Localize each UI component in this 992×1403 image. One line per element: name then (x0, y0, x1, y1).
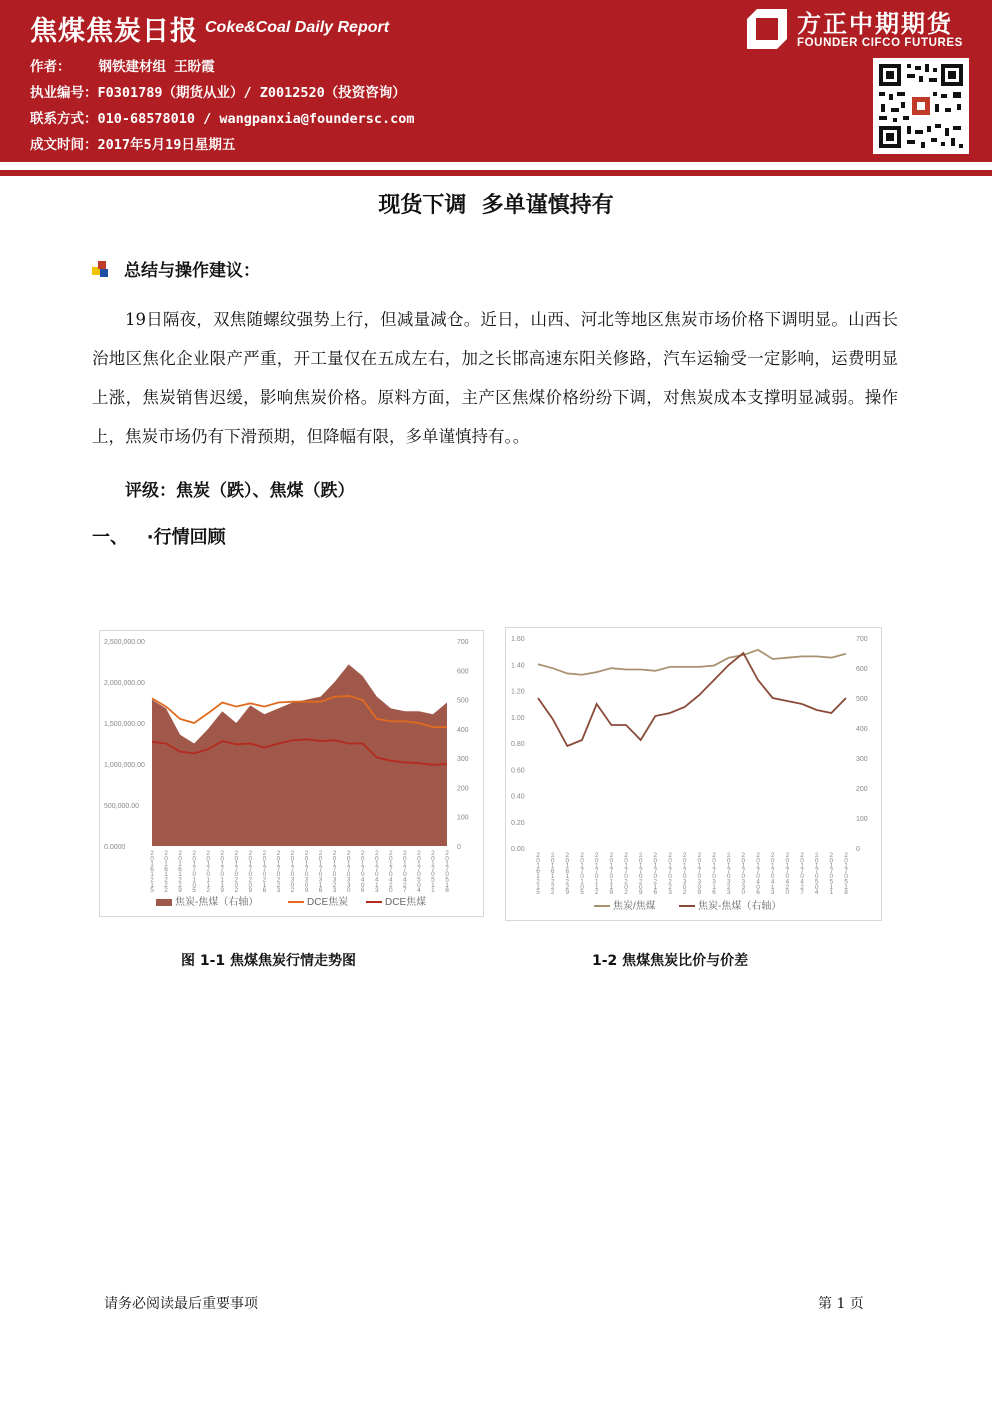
company-logo-icon (745, 7, 789, 51)
y-right-tick-label: 600 (856, 666, 868, 673)
y-left-tick-label: 1,500,000.00 (104, 721, 145, 728)
footer-page-number: 第 1 页 (818, 1296, 864, 1312)
x-tick-label: 2 0 1 7 0 3 0 2 (290, 850, 295, 895)
y-right-tick-label: 500 (856, 696, 868, 703)
chart1-caption: 图 1-1 焦煤焦炭行情走势图 (181, 953, 357, 969)
x-tick-label: 2 0 1 7 0 3 2 3 (726, 852, 731, 897)
license-label: 执业编号： (30, 85, 98, 101)
date-line (30, 133, 235, 153)
y-right-tick-label: 400 (457, 726, 469, 734)
y-left-tick-label: 0.0000 (104, 844, 126, 851)
contact-line (30, 107, 414, 127)
x-tick-label: 2 0 1 7 0 5 0 4 (417, 850, 421, 895)
y-left-tick-label: 0.20 (511, 819, 525, 827)
footer-notice: 请务必阅读最后重要事项 (104, 1296, 258, 1312)
contact-label: 联系方式： (30, 111, 98, 127)
y-right-tick-label: 200 (856, 786, 868, 793)
series-line-0 (538, 650, 846, 675)
y-left-tick-label: 2,500,000.00 (104, 639, 145, 646)
y-left-tick-label: 0.00 (511, 846, 525, 853)
x-tick-label: 2 0 1 7 0 2 0 2 (234, 850, 239, 895)
x-tick-label: 2 0 1 7 0 3 3 0 (346, 850, 351, 895)
author-value: 钢铁建材组 王盼霞 (98, 59, 215, 75)
section-summary-title: 总结与操作建议： (124, 261, 260, 281)
legend-label-0: 焦炭-焦煤（右轴） (175, 897, 259, 908)
y-left-tick-label: 1.20 (511, 688, 525, 696)
legend-label-0: 焦炭/焦煤 (613, 901, 656, 912)
x-tick-label: 2 0 1 7 0 4 1 3 (374, 850, 379, 895)
y-left-tick-label: 1.60 (511, 636, 525, 643)
y-right-tick-label: 700 (856, 636, 868, 643)
x-tick-label: 2 0 1 7 0 4 2 0 (785, 852, 790, 897)
x-tick-label: 2 0 1 7 0 3 2 3 (332, 850, 337, 895)
y-left-tick-label: 500,000.00 (104, 803, 140, 810)
y-right-tick-label: 500 (457, 697, 469, 705)
x-tick-label: 2 0 1 6 1 2 2 2 (164, 850, 168, 895)
x-tick-label: 2 0 1 7 0 5 1 8 (445, 850, 449, 895)
date-label: 成文时间： (30, 137, 98, 153)
y-right-tick-label: 200 (457, 785, 469, 793)
report-header (0, 0, 992, 162)
chart-ratio-spread-svg (506, 628, 881, 920)
y-right-tick-label: 100 (856, 816, 868, 823)
date-value: 2017年5月19日星期五 (97, 137, 236, 153)
series-area-0 (152, 664, 447, 846)
header-divider (0, 170, 992, 176)
report-title-en: Coke&Coal Daily Report (205, 19, 390, 36)
y-right-tick-label: 600 (457, 668, 469, 676)
x-tick-label: 2 0 1 7 0 3 3 0 (741, 852, 746, 897)
x-tick-label: 2 0 1 7 0 1 1 2 (206, 850, 211, 895)
contact-value[interactable]: 010-68578010 / wangpanxia@foundersc.com (97, 111, 415, 127)
x-tick-label: 2 0 1 7 0 3 0 9 (304, 850, 309, 895)
section-market-review-heading: 一、 ·行情回顾 (92, 527, 226, 548)
x-tick-label: 2 0 1 7 0 4 2 7 (800, 852, 804, 897)
y-left-tick-label: 1.00 (511, 714, 525, 722)
x-tick-label: 2 0 1 7 0 2 0 9 (248, 850, 253, 895)
x-tick-label: 2 0 1 7 0 5 1 1 (829, 852, 834, 897)
y-right-tick-label: 300 (457, 756, 469, 764)
x-tick-label: 2 0 1 6 1 2 2 9 (565, 852, 570, 897)
chart2-caption: 1-2 焦煤焦炭比价与价差 (592, 953, 749, 969)
x-tick-label: 2 0 1 6 1 2 2 9 (178, 850, 182, 895)
x-tick-label: 2 0 1 7 0 5 1 1 (431, 850, 435, 895)
x-tick-label: 2 0 1 7 0 5 0 4 (814, 852, 819, 897)
summary-paragraph: 19日隔夜，双焦随螺纹强势上行，但减量减仓。近日，山西、河北等地区焦炭市场价格下调明显。山西长治地区焦化企业限产严重，开工量仅在五成左右，加之长邯高速东阳关修路，汽车运输受一定影响，运费明显上涨，焦炭销售迟缓，影响焦炭价格。原料方面，主产区焦煤价格纷纷下调，对焦炭成本支撑明显减弱。操作上，焦炭市场仍有下滑预期，但降幅有限，多单谨慎持有。。 (92, 310, 898, 446)
y-right-tick-label: 700 (457, 639, 469, 646)
x-tick-label: 2 0 1 7 0 1 1 9 (609, 852, 614, 897)
qr-code-icon (873, 58, 969, 154)
x-tick-label: 2 0 1 7 0 3 0 2 (682, 852, 687, 897)
author-line (30, 55, 215, 75)
license-line (30, 81, 406, 101)
y-right-tick-label: 400 (856, 726, 868, 733)
x-tick-label: 2 0 1 7 0 2 1 6 (653, 852, 658, 897)
x-tick-label: 2 0 1 7 0 4 2 0 (388, 850, 393, 895)
rating-line: 评级：焦炭（跌）、焦煤（跌） (125, 481, 355, 501)
chart-coke-coal-trend (99, 630, 484, 917)
y-left-tick-label: 0.40 (511, 793, 525, 801)
x-tick-label: 2 0 1 7 0 3 1 6 (318, 850, 323, 895)
chart-ratio-spread (505, 627, 882, 921)
chart-coke-coal-trend-svg (100, 631, 483, 916)
x-tick-label: 2 0 1 7 0 1 0 5 (580, 852, 584, 897)
x-tick-label: 2 0 1 7 0 2 0 9 (638, 852, 643, 897)
y-right-tick-label: 0 (856, 846, 860, 853)
x-tick-label: 2 0 1 7 0 2 0 2 (624, 852, 628, 897)
x-tick-label: 2 0 1 7 0 3 1 6 (712, 852, 716, 897)
y-left-tick-label: 1.40 (511, 662, 525, 670)
x-tick-label: 2 0 1 7 0 2 1 6 (262, 850, 267, 895)
x-tick-label: 2 0 1 6 1 2 1 5 (150, 850, 154, 895)
license-value: F0301789（期货从业）/ Z0012520（投资咨询） (97, 85, 406, 101)
author-label: 作者： (30, 59, 71, 75)
x-tick-label: 2 0 1 7 0 3 0 9 (697, 852, 702, 897)
x-tick-label: 2 0 1 7 0 4 0 6 (360, 850, 365, 895)
x-tick-label: 2 0 1 7 0 5 1 8 (844, 852, 848, 897)
x-tick-label: 2 0 1 7 0 1 0 5 (192, 850, 196, 895)
section-summary-heading (92, 256, 260, 281)
legend-label-2: DCE焦煤 (385, 897, 427, 908)
company-name-cn: 方正中期期货 (797, 10, 953, 38)
x-tick-label: 2 0 1 7 0 4 1 3 (770, 852, 775, 897)
x-tick-label: 2 0 1 7 0 2 2 3 (276, 850, 281, 895)
legend-label-1: DCE焦炭 (307, 897, 349, 908)
x-tick-label: 2 0 1 7 0 4 0 6 (756, 852, 760, 897)
y-left-tick-label: 0.60 (511, 767, 525, 775)
x-tick-label: 2 0 1 7 0 1 1 9 (220, 850, 225, 895)
company-name-en: FOUNDER CIFCO FUTURES (797, 37, 963, 49)
report-title-cn: 焦煤焦炭日报 (30, 16, 198, 47)
bullet-marker-icon (92, 261, 110, 279)
y-right-tick-label: 100 (457, 814, 469, 822)
y-left-tick-label: 2,000,000.00 (104, 680, 145, 687)
y-left-tick-label: 1,000,000.00 (104, 762, 145, 769)
y-right-tick-label: 0 (457, 844, 461, 851)
x-tick-label: 2 0 1 7 0 1 1 2 (594, 852, 599, 897)
legend-swatch-0 (156, 899, 172, 906)
x-tick-label: 2 0 1 6 1 2 2 2 (550, 852, 555, 897)
legend-label-1: 焦炭-焦煤（右轴） (698, 901, 782, 912)
x-tick-label: 2 0 1 7 0 4 2 7 (403, 850, 407, 895)
page-title: 现货下调 多单谨慎持有 (378, 192, 614, 218)
y-left-tick-label: 0.80 (511, 741, 525, 748)
x-tick-label: 2 0 1 6 1 2 1 5 (536, 852, 540, 897)
y-right-tick-label: 300 (856, 756, 868, 763)
x-tick-label: 2 0 1 7 0 2 2 3 (668, 852, 672, 897)
